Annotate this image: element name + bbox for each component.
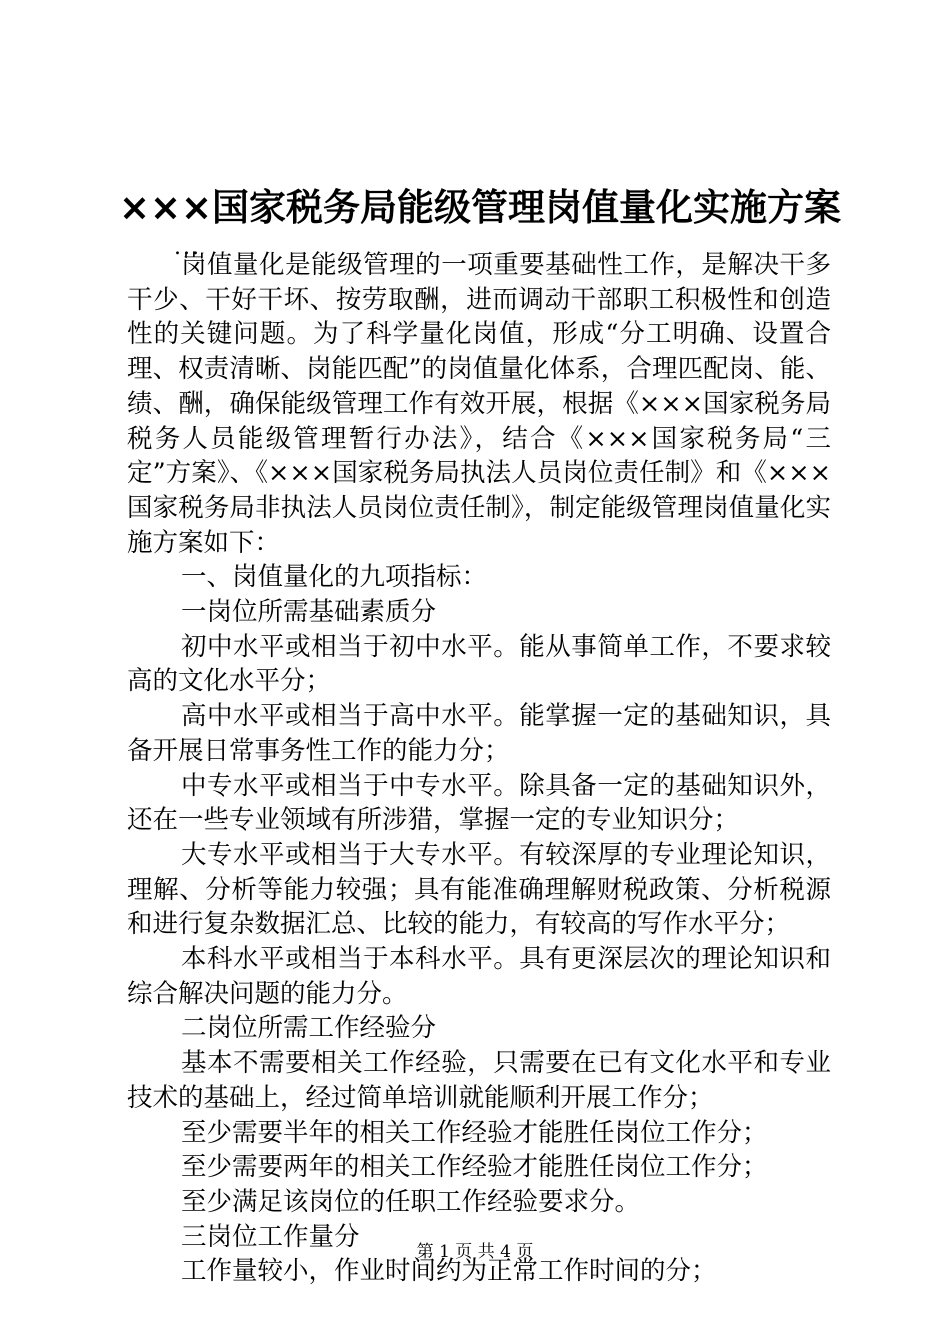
paragraph: 基本不需要相关工作经验，只需要在已有文化水平和专业技术的基础上，经过简单培训就能顺利开展工作分； — [127, 1048, 831, 1113]
page-footer: 第 1 页 共 4 页 — [416, 1242, 534, 1262]
paragraph: 至少需要半年的相关工作经验才能胜任岗位工作分； — [181, 1117, 768, 1148]
paragraph: 工作量较小，作业时间约为正常工作时间的分； — [181, 1256, 717, 1287]
paragraph: 大专水平或相当于大专水平。有较深厚的专业理论知识，理解、分析等能力较强；具有能准确理解财税政策、分析税源和进行复杂数据汇总、比较的能力，有较高的写作水平分； — [127, 839, 831, 940]
paragraph: 至少满足该岗位的任职工作经验要求分。 — [181, 1186, 641, 1217]
subsection-heading: 三岗位工作量分 — [181, 1221, 360, 1252]
subsection-heading: 二岗位所需工作经验分 — [181, 1013, 437, 1044]
paragraph: 本科水平或相当于本科水平。具有更深层次的理论知识和综合解决问题的能力分。 — [127, 944, 831, 1009]
paragraph: 初中水平或相当于初中水平。能从事简单工作，不要求较高的文化水平分； — [127, 631, 831, 697]
subsection-heading: 一岗位所需基础素质分 — [181, 597, 437, 628]
paragraph: 高中水平或相当于高中水平。能掌握一定的基础知识，具备开展日常事务性工作的能力分； — [127, 701, 831, 766]
section-heading: 一、岗值量化的九项指标： — [181, 562, 488, 593]
paragraph: 岗值量化是能级管理的一项重要基础性工作，是解决干多干少、干好干坏、按劳取酬，进而调动干部职工积极性和创造性的关键问题。为了科学量化岗值，形成“分工明确、设置合理、权责清晰、岗能匹配”的岗值量化体系，合理匹配岗、能、绩、酬，确保能级管理工作有效开展，根据《×××国家税务局税务人员能级管理暂行办法》，结合《×××国家税务局“三定”方案》、《×××国家税务局执法人员岗位责任制》和《×××国家税务局非执法人员岗位责任制》，制定能级管理岗值量化实施方案如下： — [127, 250, 831, 558]
paragraph: 至少需要两年的相关工作经验才能胜任岗位工作分； — [181, 1152, 768, 1183]
document-title: ×××国家税务局能级管理岗值量化实施方案 — [118, 186, 841, 229]
paragraph: 中专水平或相当于中专水平。除具备一定的基础知识外，还在一些专业领域有所涉猎，掌握一定的专业知识分； — [127, 770, 831, 836]
ellipsis-mark: ... — [174, 235, 201, 260]
document-body — [127, 248, 831, 1289]
